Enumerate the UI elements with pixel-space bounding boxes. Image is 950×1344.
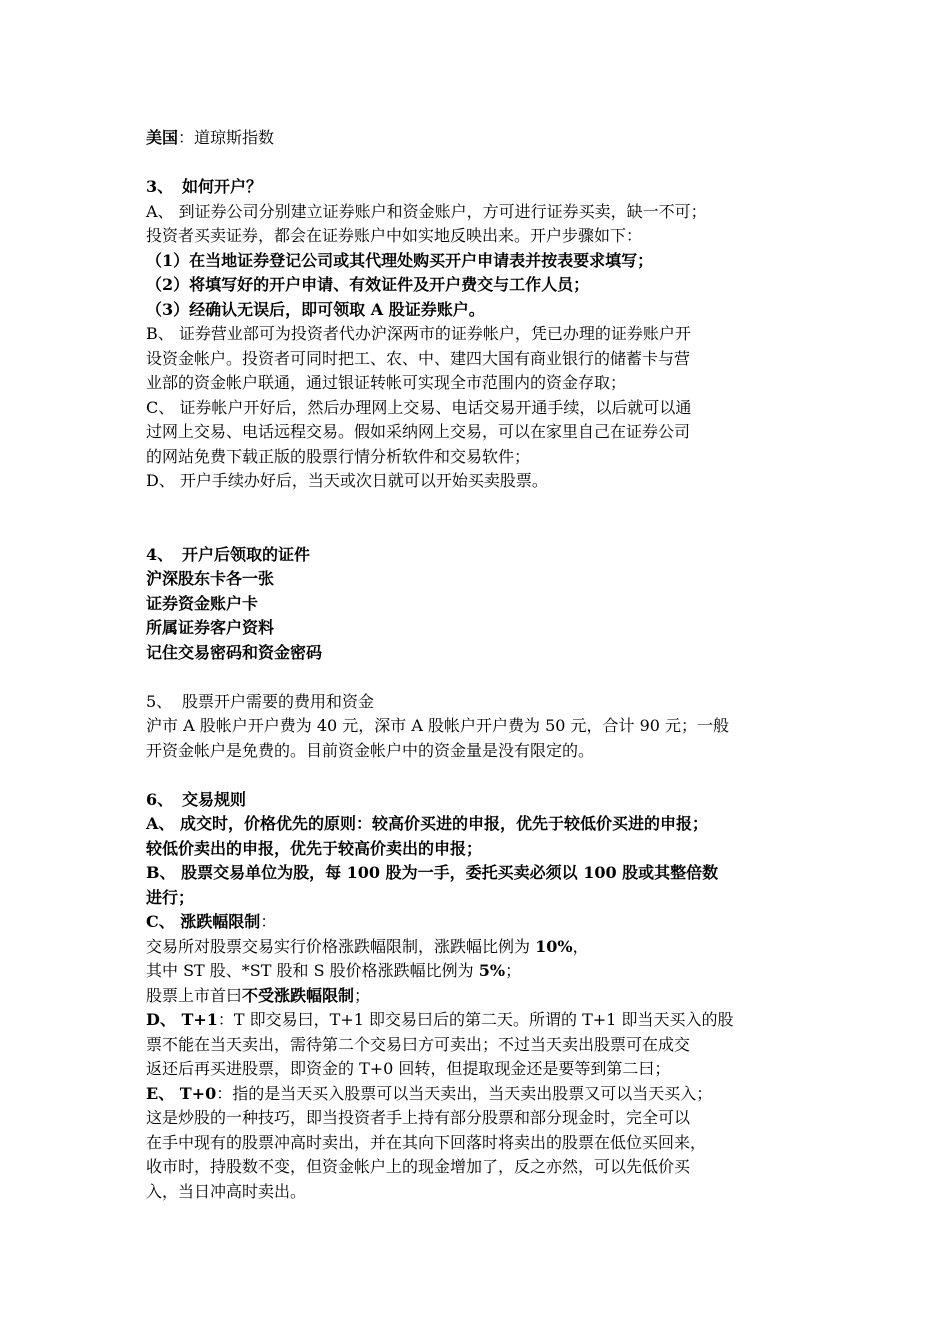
sec6-e-line-4: 收市时，持股数不变，但资金帐户上的现金增加了，反之亦然，可以先低价买 <box>146 1157 691 1176</box>
sec6-c-line-1: 交易所对股票交易实行价格涨跌幅限制，涨跌幅比例为 10%， <box>146 936 589 956</box>
sec4-item-1: 沪深股东卡各一张 <box>146 569 275 588</box>
sec5-line-1: 沪市 A 股帐户开户费为 40 元，深市 A 股帐户开户费为 50 元，合计 90 元；一般 <box>146 716 730 735</box>
country-label: 美国 <box>146 128 179 147</box>
sec6-a-line-2: 较低价卖出的申报，优先于较高价卖出的申报； <box>146 838 483 858</box>
sec6-e-line-2: 这是炒股的一种技巧，即当投资者手上持有部分股票和部分现金时，完全可以 <box>146 1108 691 1127</box>
section-5-heading: 5、 股票开户需要的费用和资金 <box>146 691 375 711</box>
section-6-heading: 6、 交易规则 <box>146 789 247 809</box>
sec6-c-line-3: 股票上市首曰不受涨跌幅限制； <box>146 985 371 1005</box>
sec3-line-b1: B、 证券营业部可为投资者代办沪深两市的证券帐户，凭已办理的证券账户开 <box>146 324 691 343</box>
sec6-d-line-3: 返还后再买进股票，即资金的 T+0 回转，但提取现金还是要等到第二曰； <box>146 1059 671 1078</box>
sec6-b-line-2: 进行； <box>146 887 195 907</box>
sec6-e-line-5: 入，当日冲高时卖出。 <box>146 1181 307 1201</box>
sec6-b-line-1: B、 股票交易单位为股，每 100 股为一手，委托买卖必须以 100 股或其整倍数 <box>146 863 719 882</box>
sec6-d-line-1: D、 T+1：T 即交易曰，T+1 即交易曰后的第二天。所谓的 T+1 即当天买入的股 <box>146 1010 734 1029</box>
sec3-line-b3: 业部的资金帐户联通，通过银证转帐可实现全市范围内的资金存取； <box>146 373 627 392</box>
sec3-line-b2: 设资金帐户。投资者可同时把工、农、中、建四大国有商业银行的储蓄卡与营 <box>146 348 691 368</box>
document-page <box>146 126 826 1204</box>
sec4-item-2: 证券资金账户卡 <box>146 593 259 613</box>
sec5-line-2: 开资金帐户是免费的。目前资金帐户中的资金量是没有限定的。 <box>146 740 595 760</box>
sec3-step-1: （1）在当地证券登记公司或其代理处购买开户申请表并按表要求填写； <box>146 250 654 270</box>
sec6-e-line-3: 在手中现有的股票冲高时卖出，并在其向下回落时将卖出的股票在低位买回来， <box>146 1132 707 1152</box>
sec3-step-3: （3）经确认无误后，即可领取 A 股证券账户。 <box>146 299 485 319</box>
sec3-line-c2: 过网上交易、电话远程交易。假如采纳网上交易，可以在家里自己在证券公司 <box>146 422 691 441</box>
section-4-heading: 4、 开户后领取的证件 <box>146 544 311 564</box>
sec3-line-a1: A、 到证券公司分别建立证券账户和资金账户，方可进行证券买卖，缺一不可； <box>146 201 707 221</box>
sec3-line-c3: 的网站免费下载正版的股票行情分析软件和交易软件； <box>146 446 531 466</box>
sec4-item-4: 记住交易密码和资金密码 <box>146 642 323 662</box>
sec6-d-line-2: 票不能在当天卖出，需待第二个交易曰方可卖出；不过当天卖出股票可在成交 <box>146 1034 691 1054</box>
sec6-e-line-1: E、 T+0：指的是当天买入股票可以当天卖出，当天卖出股票又可以当天买入； <box>146 1083 713 1103</box>
sec3-step-2: （2）将填写好的开户申请、有效证件及开户费交与工作人员； <box>146 275 590 294</box>
sec6-a-line-1: A、 成交时，价格优先的原则：较高价买进的申报，优先于较低价买进的申报； <box>146 814 708 833</box>
country-index: ：道琼斯指数 <box>178 128 275 147</box>
sec4-item-3: 所属证券客户资料 <box>146 618 275 637</box>
sec6-c-head: C、 涨跌幅限制： <box>146 912 277 931</box>
section-3-heading: 3、 如何开户？ <box>146 177 263 196</box>
sec3-line-d1: D、 开户手续办好后，当天或次日就可以开始买卖股票。 <box>146 471 548 490</box>
sec3-line-a2: 投资者买卖证券，都会在证券账户中如实地反映出来。开户步骤如下： <box>146 226 643 245</box>
sec6-c-line-2: 其中 ST 股、*ST 股和 S 股价格涨跌幅比例为 5%； <box>146 961 522 980</box>
sec3-line-c1: C、 证券帐户开好后，然后办理网上交易、电话交易开通手续，以后就可以通 <box>146 397 692 417</box>
country-line <box>146 126 826 151</box>
